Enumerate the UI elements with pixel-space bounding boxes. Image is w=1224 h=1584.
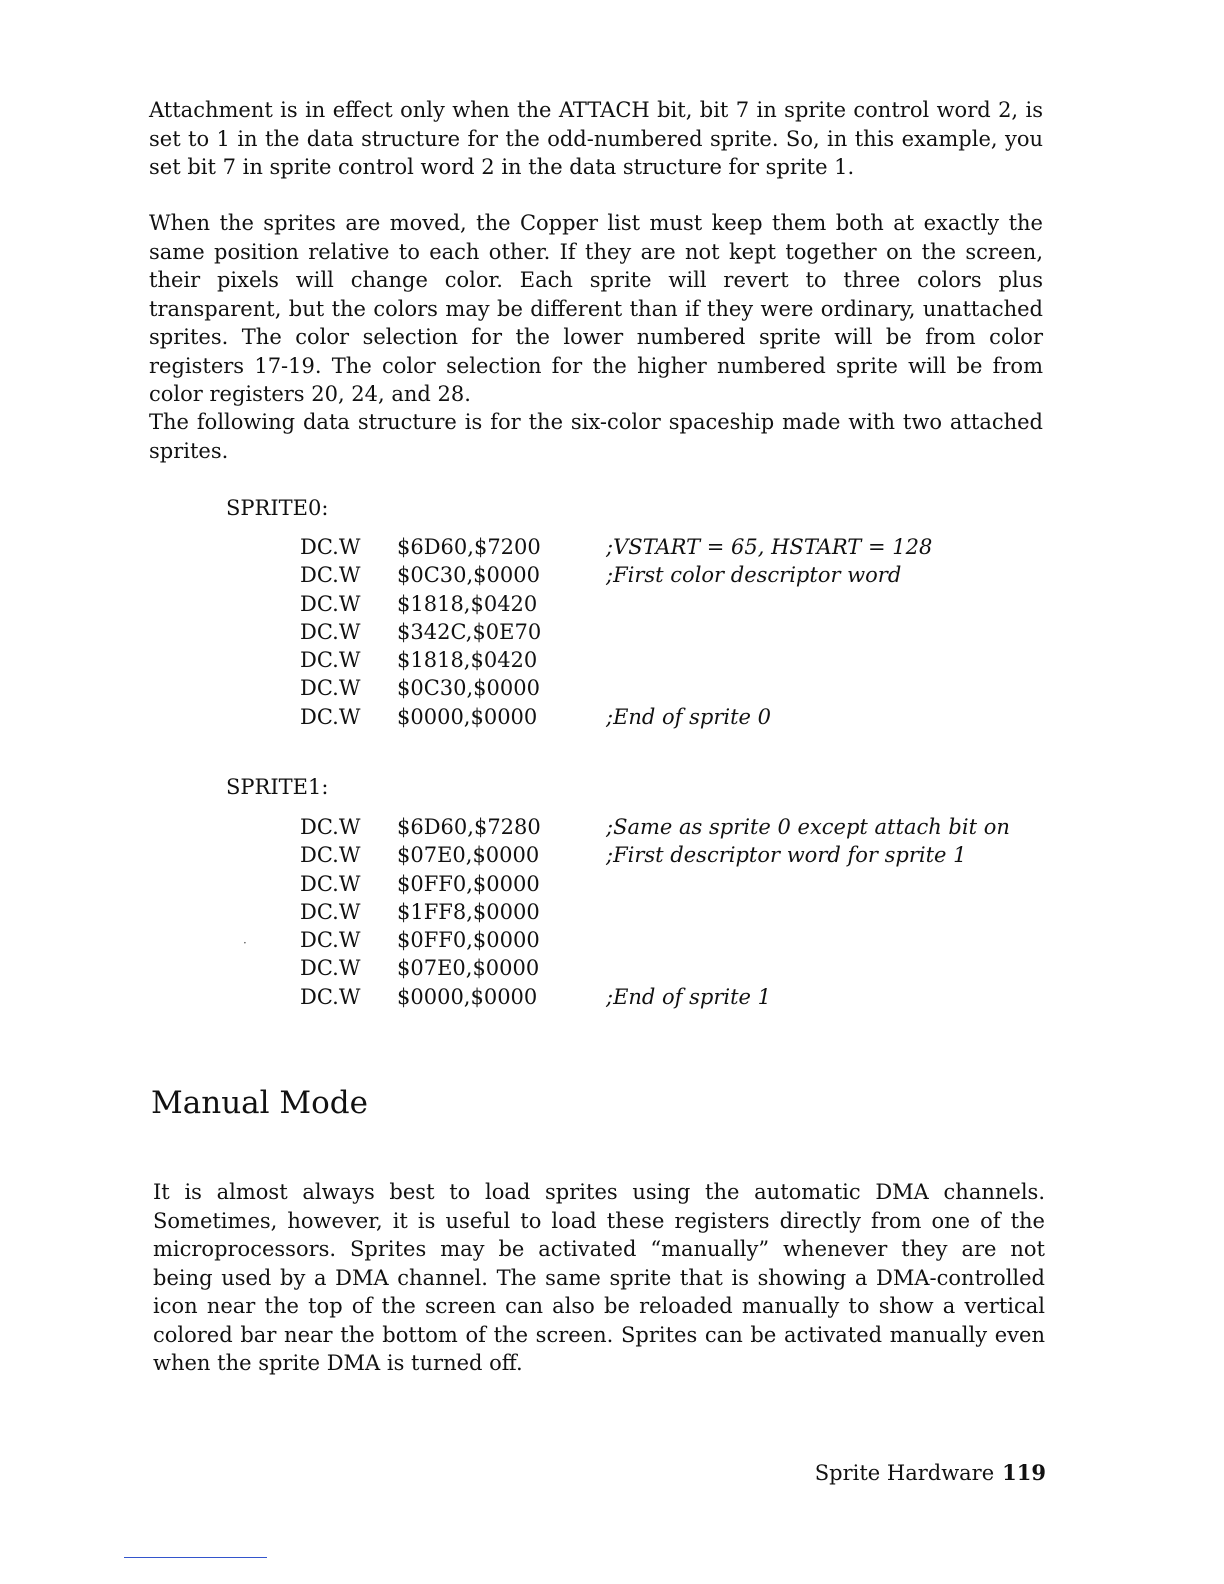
code-comment: ;First color descriptor word — [606, 563, 902, 588]
sprite1-label: SPRITE1: — [226, 775, 329, 799]
code-operand: $0FF0,$0000 — [397, 871, 540, 896]
sprite0-code-block — [300, 533, 1060, 731]
code-row — [300, 954, 1060, 982]
paragraph-sprites-moved: When the sprites are moved, the Copper list must keep them both at exactly the same position relative to each other. If they are not kept together on the screen, their pixels will change color. Each sprite will revert to three colors plus transparent, but the colors may be different than if they were ordinary, unattached sprites. The color selection for the lower numbered sprite will be from color registers 17-19. The color selection for the higher numbered sprite will be from color registers 20, 24, and 28. — [149, 211, 1043, 406]
code-directive: DC.W — [300, 843, 361, 868]
code-directive: DC.W — [300, 619, 361, 644]
code-directive: DC.W — [300, 676, 361, 701]
code-directive: DC.W — [300, 984, 361, 1009]
paragraph-following-structure: The following data structure is for the six-color spaceship made with two attached sprites. — [149, 410, 1043, 463]
code-operand: $1818,$0420 — [397, 648, 538, 673]
footer-chapter-title: Sprite Hardware — [814, 1461, 995, 1485]
code-operand: $0C30,$0000 — [397, 676, 540, 701]
footnote-rule — [124, 1557, 267, 1558]
page-footer — [780, 1459, 1046, 1487]
code-row — [300, 898, 1060, 926]
code-comment: ;VSTART = 65, HSTART = 128 — [606, 535, 933, 559]
code-directive: DC.W — [300, 928, 361, 953]
code-directive: DC.W — [300, 899, 361, 924]
code-operand: $1818,$0420 — [397, 591, 538, 616]
page-number: 119 — [1002, 1460, 1046, 1485]
code-row — [300, 646, 1060, 674]
code-directive: DC.W — [300, 956, 361, 981]
code-row — [300, 870, 1060, 898]
code-comment: ;Same as sprite 0 except attach bit on — [606, 815, 1010, 839]
code-row — [300, 813, 1060, 841]
code-row — [300, 841, 1060, 869]
code-directive: DC.W — [300, 535, 361, 559]
scan-speck: · — [243, 936, 247, 950]
code-comment: ;End of sprite 1 — [606, 984, 772, 1009]
code-row — [300, 926, 1060, 954]
code-row — [300, 983, 1060, 1011]
code-directive: DC.W — [300, 815, 361, 839]
code-operand: $0FF0,$0000 — [397, 928, 540, 953]
code-row — [300, 618, 1060, 646]
code-operand: $07E0,$0000 — [397, 843, 540, 868]
code-operand: $6D60,$7200 — [397, 535, 541, 559]
sprite1-code-block — [300, 813, 1060, 1011]
code-directive: DC.W — [300, 648, 361, 673]
code-operand: $0C30,$0000 — [397, 563, 540, 588]
code-operand: $1FF8,$0000 — [397, 899, 540, 924]
code-row — [300, 703, 1060, 731]
code-directive: DC.W — [300, 591, 361, 616]
code-operand: $6D60,$7280 — [397, 815, 541, 839]
sprite0-label: SPRITE0: — [226, 496, 329, 520]
code-directive: DC.W — [300, 871, 361, 896]
code-operand: $342C,$0E70 — [397, 619, 542, 644]
paragraph-attachment: Attachment is in effect only when the ATTACH bit, bit 7 in sprite control word 2, is set to 1 in the data structure for the odd-numbered sprite. So, in this example, you set bit 7 in sprite control word 2 in the data structure for sprite 1. — [149, 98, 1043, 179]
code-row — [300, 533, 1060, 561]
section-heading-manual-mode: Manual Mode — [151, 1085, 368, 1121]
paragraph-manual-mode: It is almost always best to load sprites using the automatic DMA channels. Sometimes, however, it is useful to load these registers directly from one of the microprocessors. Sprites may be activated “manually” whenever they are not being used by a DMA channel. The same sprite that is showing a DMA-controlled icon near the top of the screen can also be reloaded manually to show a vertical colored bar near the bottom of the screen. Sprites can be activated manually even when the sprite DMA is turned off. — [153, 1180, 1045, 1375]
code-operand: $0000,$0000 — [397, 984, 538, 1009]
code-operand: $07E0,$0000 — [397, 956, 540, 981]
code-comment: ;End of sprite 0 — [606, 704, 772, 729]
code-directive: DC.W — [300, 563, 361, 588]
code-operand: $0000,$0000 — [397, 704, 538, 729]
code-row — [300, 590, 1060, 618]
code-comment: ;First descriptor word for sprite 1 — [606, 843, 967, 868]
code-directive: DC.W — [300, 704, 361, 729]
code-row — [300, 674, 1060, 702]
code-row — [300, 561, 1060, 589]
